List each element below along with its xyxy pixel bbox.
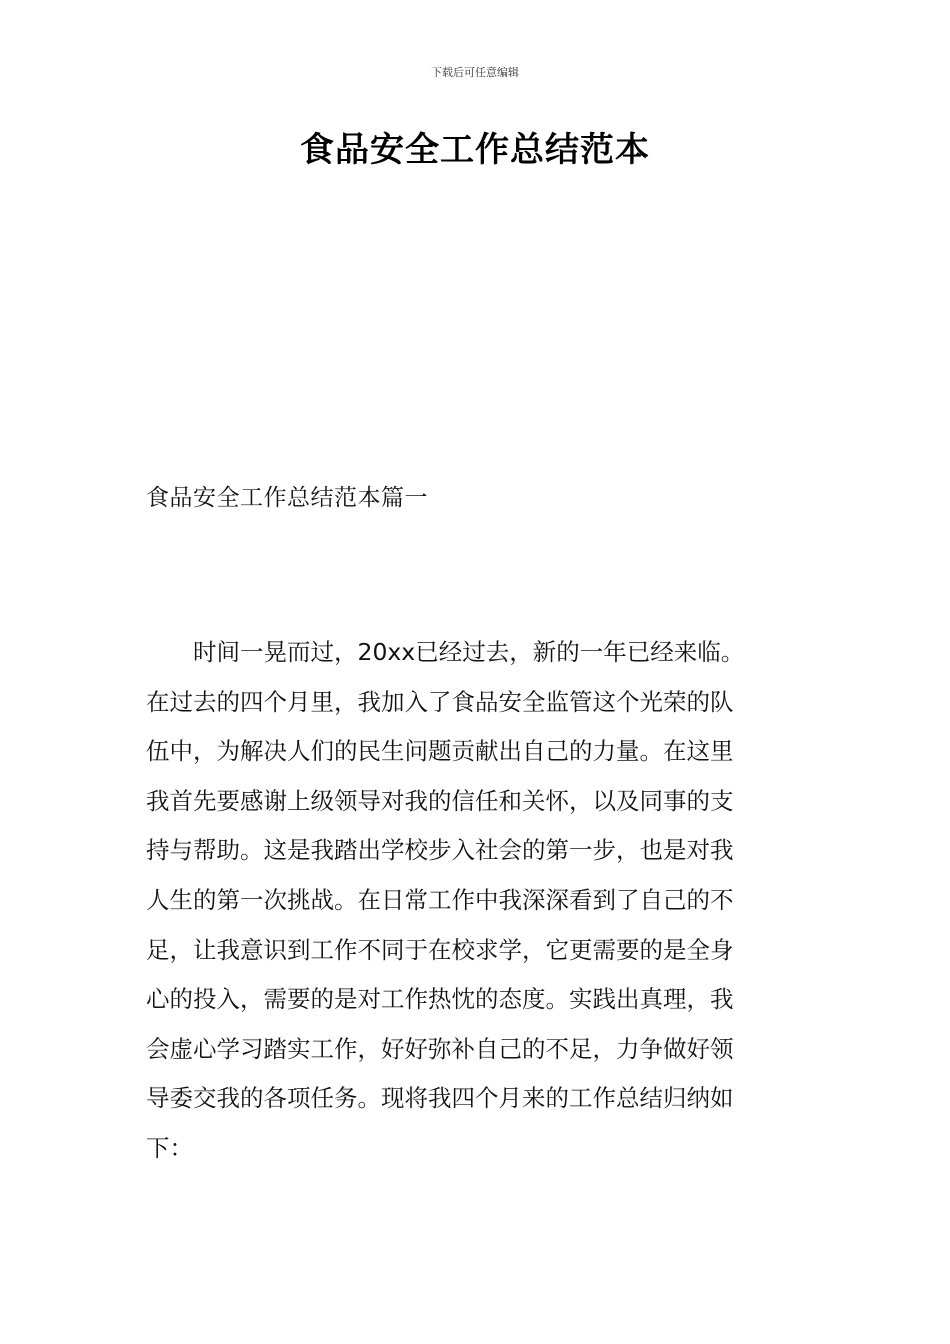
section-heading: 食品安全工作总结范本篇一 (146, 485, 428, 511)
body-paragraph: 时间一晃而过，20xx已经过去，新的一年已经来临。 在过去的四个月里，我加入了食品安全监管这个光荣的队 伍中，为解决人们的民生问题贡献出自己的力量。在这里 我首先要感谢上级领导对我的信任和关怀，以及同事的支 持与帮助。这是我踏出学校步入社会的第一步，也是对我 人生的第一次挑战。在日常工作中我深深看到了自己的不 足，让我意识到工作不同于在校求学，它更需要的是全身 心的投入，需要的是对工作热忱的态度。实践出真理，我 会虚心学习踏实工作，好好弥补自己的不足，力争做好领 导委交我的各项任务。现将我四个月来的工作总结归纳如 下： (146, 638, 745, 1162)
page-header-note: 下载后可任意编辑 (431, 66, 519, 79)
document-title: 食品安全工作总结范本 (300, 130, 650, 170)
